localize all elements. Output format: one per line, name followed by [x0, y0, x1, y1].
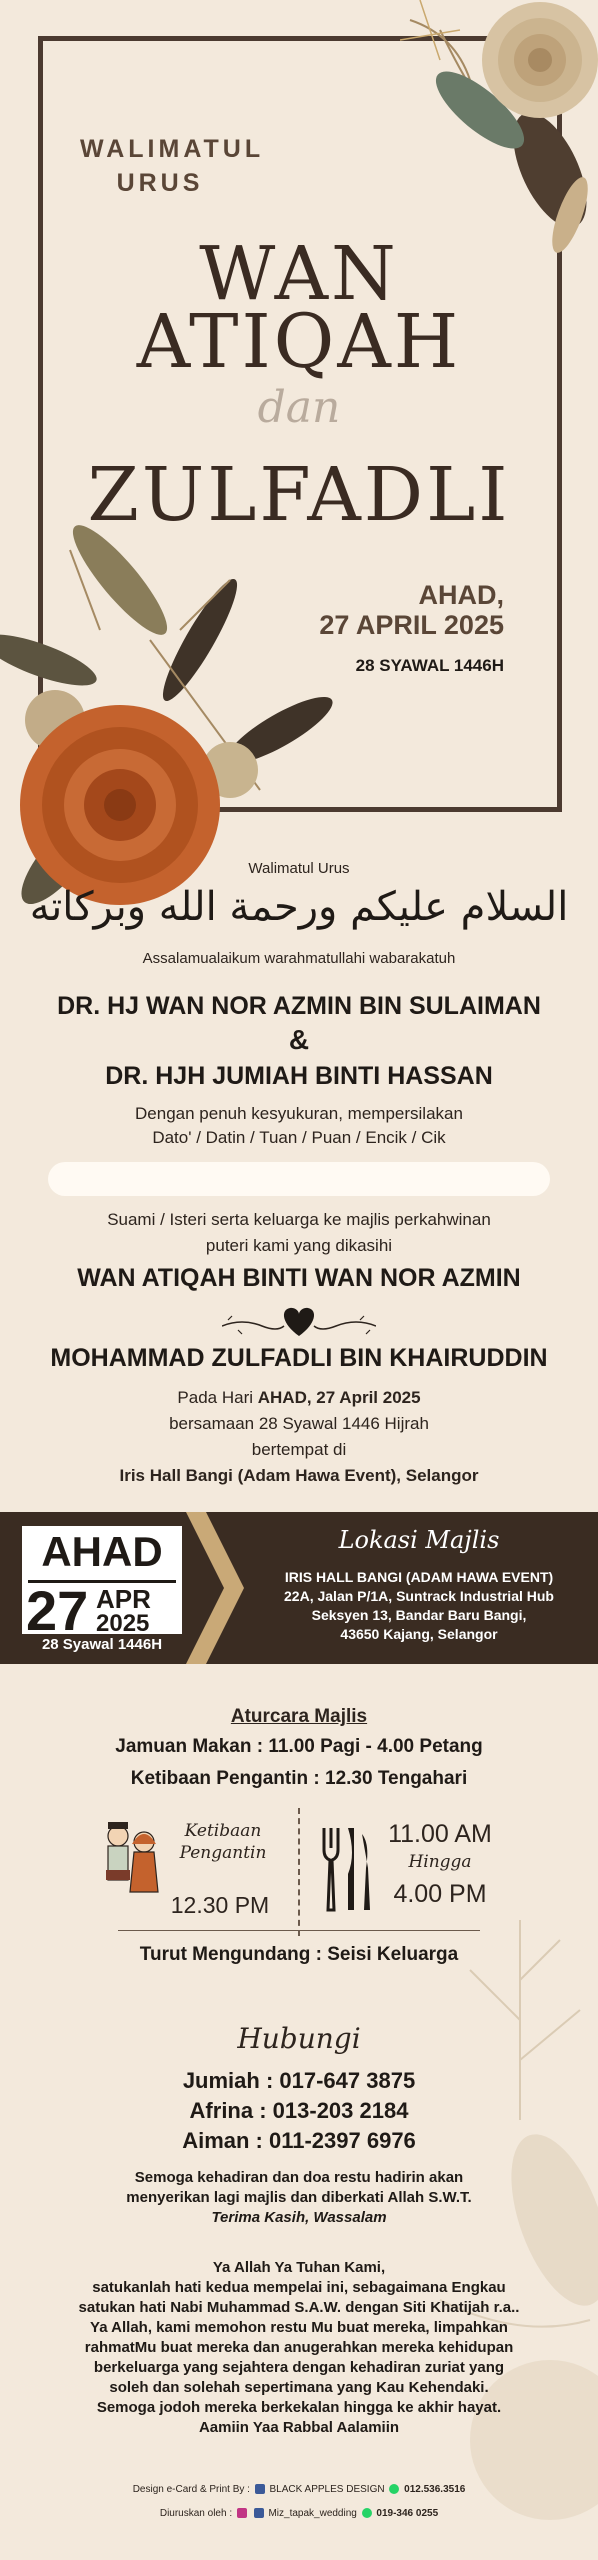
cover-dan: dan [257, 382, 341, 433]
pada-hari-date: AHAD, 27 April 2025 [257, 1388, 421, 1407]
invite-line1: Dengan penuh kesyukuran, mempersilakan [135, 1104, 463, 1123]
groom-full-name: MOHAMMAD ZULFADLI BIN KHAIRUDDIN [50, 1344, 548, 1372]
turut-mengundang: Turut Mengundang : Seisi Keluarga [139, 1944, 459, 1965]
cover-groom-name: ZULFADLI [87, 452, 511, 538]
ketibaan-label-2: Pengantin [179, 1843, 267, 1863]
banner-lokasi-title: Lokasi Majlis [338, 1526, 500, 1554]
cover-date [319, 580, 504, 640]
walimatul-line2: URUS [116, 169, 204, 197]
credit-uruskan-phone[interactable]: 019-346 0255 [376, 2508, 439, 2519]
credit-uruskan-label: Diuruskan oleh : [159, 2508, 235, 2519]
doa-line6: berkeluarga yang sejahtera dengan kehadiran zuriat yang [93, 2359, 505, 2376]
walimatul-line1: WALIMATUL [80, 135, 265, 163]
credit-design [0, 2484, 598, 2495]
makan-time-end: 4.00 PM [393, 1880, 487, 1908]
closing-line3: Terima Kasih, Wassalam [211, 2209, 387, 2226]
contact-aiman[interactable]: Aiman : 011-2397 6976 [182, 2128, 416, 2153]
arabic-salam: السلام عليكم ورحمة الله وبركاته [29, 884, 569, 930]
makan-time-start: 11.00 AM [388, 1820, 492, 1848]
doa-message [0, 2258, 598, 2438]
cover-walimatul [80, 132, 265, 200]
cover-date-full: 27 APRIL 2025 [319, 610, 504, 640]
bersamaan-line: bersamaan 28 Syawal 1446 Hijrah [169, 1414, 429, 1433]
instagram-icon [237, 2508, 247, 2518]
doa-line2: satukanlah hati kedua mempelai ini, sebagaimana Engkau [92, 2279, 506, 2296]
contact-afrina[interactable]: Afrina : 013-203 2184 [189, 2098, 409, 2123]
doa-line7: soleh dan solehah sepertimana yang Kau Kehendaki. [109, 2379, 489, 2396]
credit-design-brand[interactable]: BLACK APPLES DESIGN [269, 2484, 385, 2495]
bride-full-name: WAN ATIQAH BINTI WAN NOR AZMIN [77, 1264, 521, 1292]
bride-line1: WAN [199, 231, 399, 317]
bottom-right-floral-decoration [400, 1920, 598, 2560]
top-right-floral-decoration [400, 0, 598, 260]
cover-bride-name [0, 231, 598, 385]
credit-design-phone[interactable]: 012.536.3516 [404, 2484, 466, 2495]
whatsapp-icon [389, 2484, 399, 2494]
venue-line1: IRIS HALL BANGI (ADAM HAWA EVENT) [284, 1569, 554, 1585]
pada-hari-line [0, 1388, 598, 1408]
host-father: DR. HJ WAN NOR AZMIN BIN SULAIMAN [57, 992, 541, 1020]
bride-line2: ATIQAH [136, 299, 462, 385]
venue-line3: Seksyen 13, Bandar Baru Bangi, [311, 1607, 527, 1623]
whatsapp-icon [362, 2508, 372, 2518]
aturcara-title: Aturcara Majlis [230, 1706, 368, 1727]
doa-line4: Ya Allah, kami memohon restu Mu buat mereka, limpahkan [90, 2319, 508, 2336]
hearts-divider-icon [222, 1300, 376, 1340]
credit-design-label: Design e-Card & Print By : [132, 2484, 253, 2495]
makan-hingga: Hingga [408, 1852, 472, 1872]
banner-day: AHAD [41, 1528, 163, 1575]
ketibaan-label [178, 1820, 268, 1864]
facebook-icon [254, 2508, 264, 2518]
invite-line2: Dato' / Datin / Tuan / Puan / Encik / Cik [152, 1128, 446, 1147]
closing-line1: Semoga kehadiran dan doa restu hadirin akan [134, 2169, 464, 2186]
closing-message [0, 2168, 598, 2228]
family-line1: Suami / Isteri serta keluarga ke majlis perkahwinan [107, 1210, 491, 1229]
aturcara-vertical-divider [298, 1808, 300, 1936]
banner-hijri: 28 Syawal 1446H [41, 1636, 163, 1653]
banner-venue [260, 1568, 578, 1644]
cover-date-day: AHAD, [418, 580, 504, 610]
doa-line9: Aamiin Yaa Rabbal Aalamiin [198, 2419, 400, 2436]
cutlery-icon [318, 1824, 372, 1914]
bertempat-line: bertempat di [251, 1440, 347, 1459]
credit-uruskan-brand[interactable]: Miz_tapak_wedding [268, 2508, 357, 2519]
cover-date-hijri: 28 SYAWAL 1446H [355, 656, 504, 675]
banner-date-box [22, 1526, 182, 1642]
facebook-icon [255, 2484, 265, 2494]
doa-line5: rahmatMu buat mereka dan anugerahkan mereka kehidupan [84, 2339, 514, 2356]
aturcara-jamuan: Jamuan Makan : 11.00 Pagi - 4.00 Petang [115, 1736, 483, 1757]
ampersand: & [288, 1024, 310, 1055]
ketibaan-time: 12.30 PM [170, 1892, 270, 1918]
date-location-banner [0, 1512, 598, 1664]
hubungi-title: Hubungi [237, 2022, 361, 2055]
doa-line1: Ya Allah Ya Tuhan Kami, [212, 2259, 386, 2276]
venue-line2: 22A, Jalan P/1A, Suntrack Industrial Hub [284, 1588, 554, 1604]
banner-date-num: 27 [26, 1579, 89, 1642]
family-line2: puteri kami yang dikasihi [205, 1236, 393, 1255]
venue-short: Iris Hall Bangi (Adam Hawa Event), Selangor [119, 1466, 479, 1485]
venue-line4: 43650 Kajang, Selangor [340, 1626, 498, 1642]
closing-line2: menyerikan lagi majlis dan diberkati Allah S.W.T. [126, 2189, 472, 2206]
pada-hari-prefix: Pada Hari [177, 1388, 258, 1407]
guest-name-field [48, 1162, 550, 1196]
aturcara-ketibaan: Ketibaan Pengantin : 12.30 Tengahari [130, 1768, 468, 1789]
salam-translit: Assalamualaikum warahmatullahi wabarakatuh [142, 950, 456, 967]
ketibaan-label-1: Ketibaan [184, 1821, 262, 1841]
banner-month: APR [96, 1584, 151, 1614]
contact-jumiah[interactable]: Jumiah : 017-647 3875 [182, 2068, 416, 2093]
doa-line8: Semoga jodoh mereka berkekalan hingga ke akhir hayat. [96, 2399, 502, 2416]
doa-line3: satukan hati Nabi Muhammad S.A.W. dengan Siti Khatijah r.a.. [78, 2299, 520, 2316]
credit-uruskan [0, 2508, 598, 2519]
invitation-walimatul: Walimatul Urus [248, 860, 350, 877]
couple-illustration-icon [96, 1820, 166, 1900]
banner-year: 2025 [96, 1610, 150, 1637]
banner-chevron-icon [186, 1512, 246, 1668]
host-mother: DR. HJH JUMIAH BINTI HASSAN [105, 1062, 493, 1090]
